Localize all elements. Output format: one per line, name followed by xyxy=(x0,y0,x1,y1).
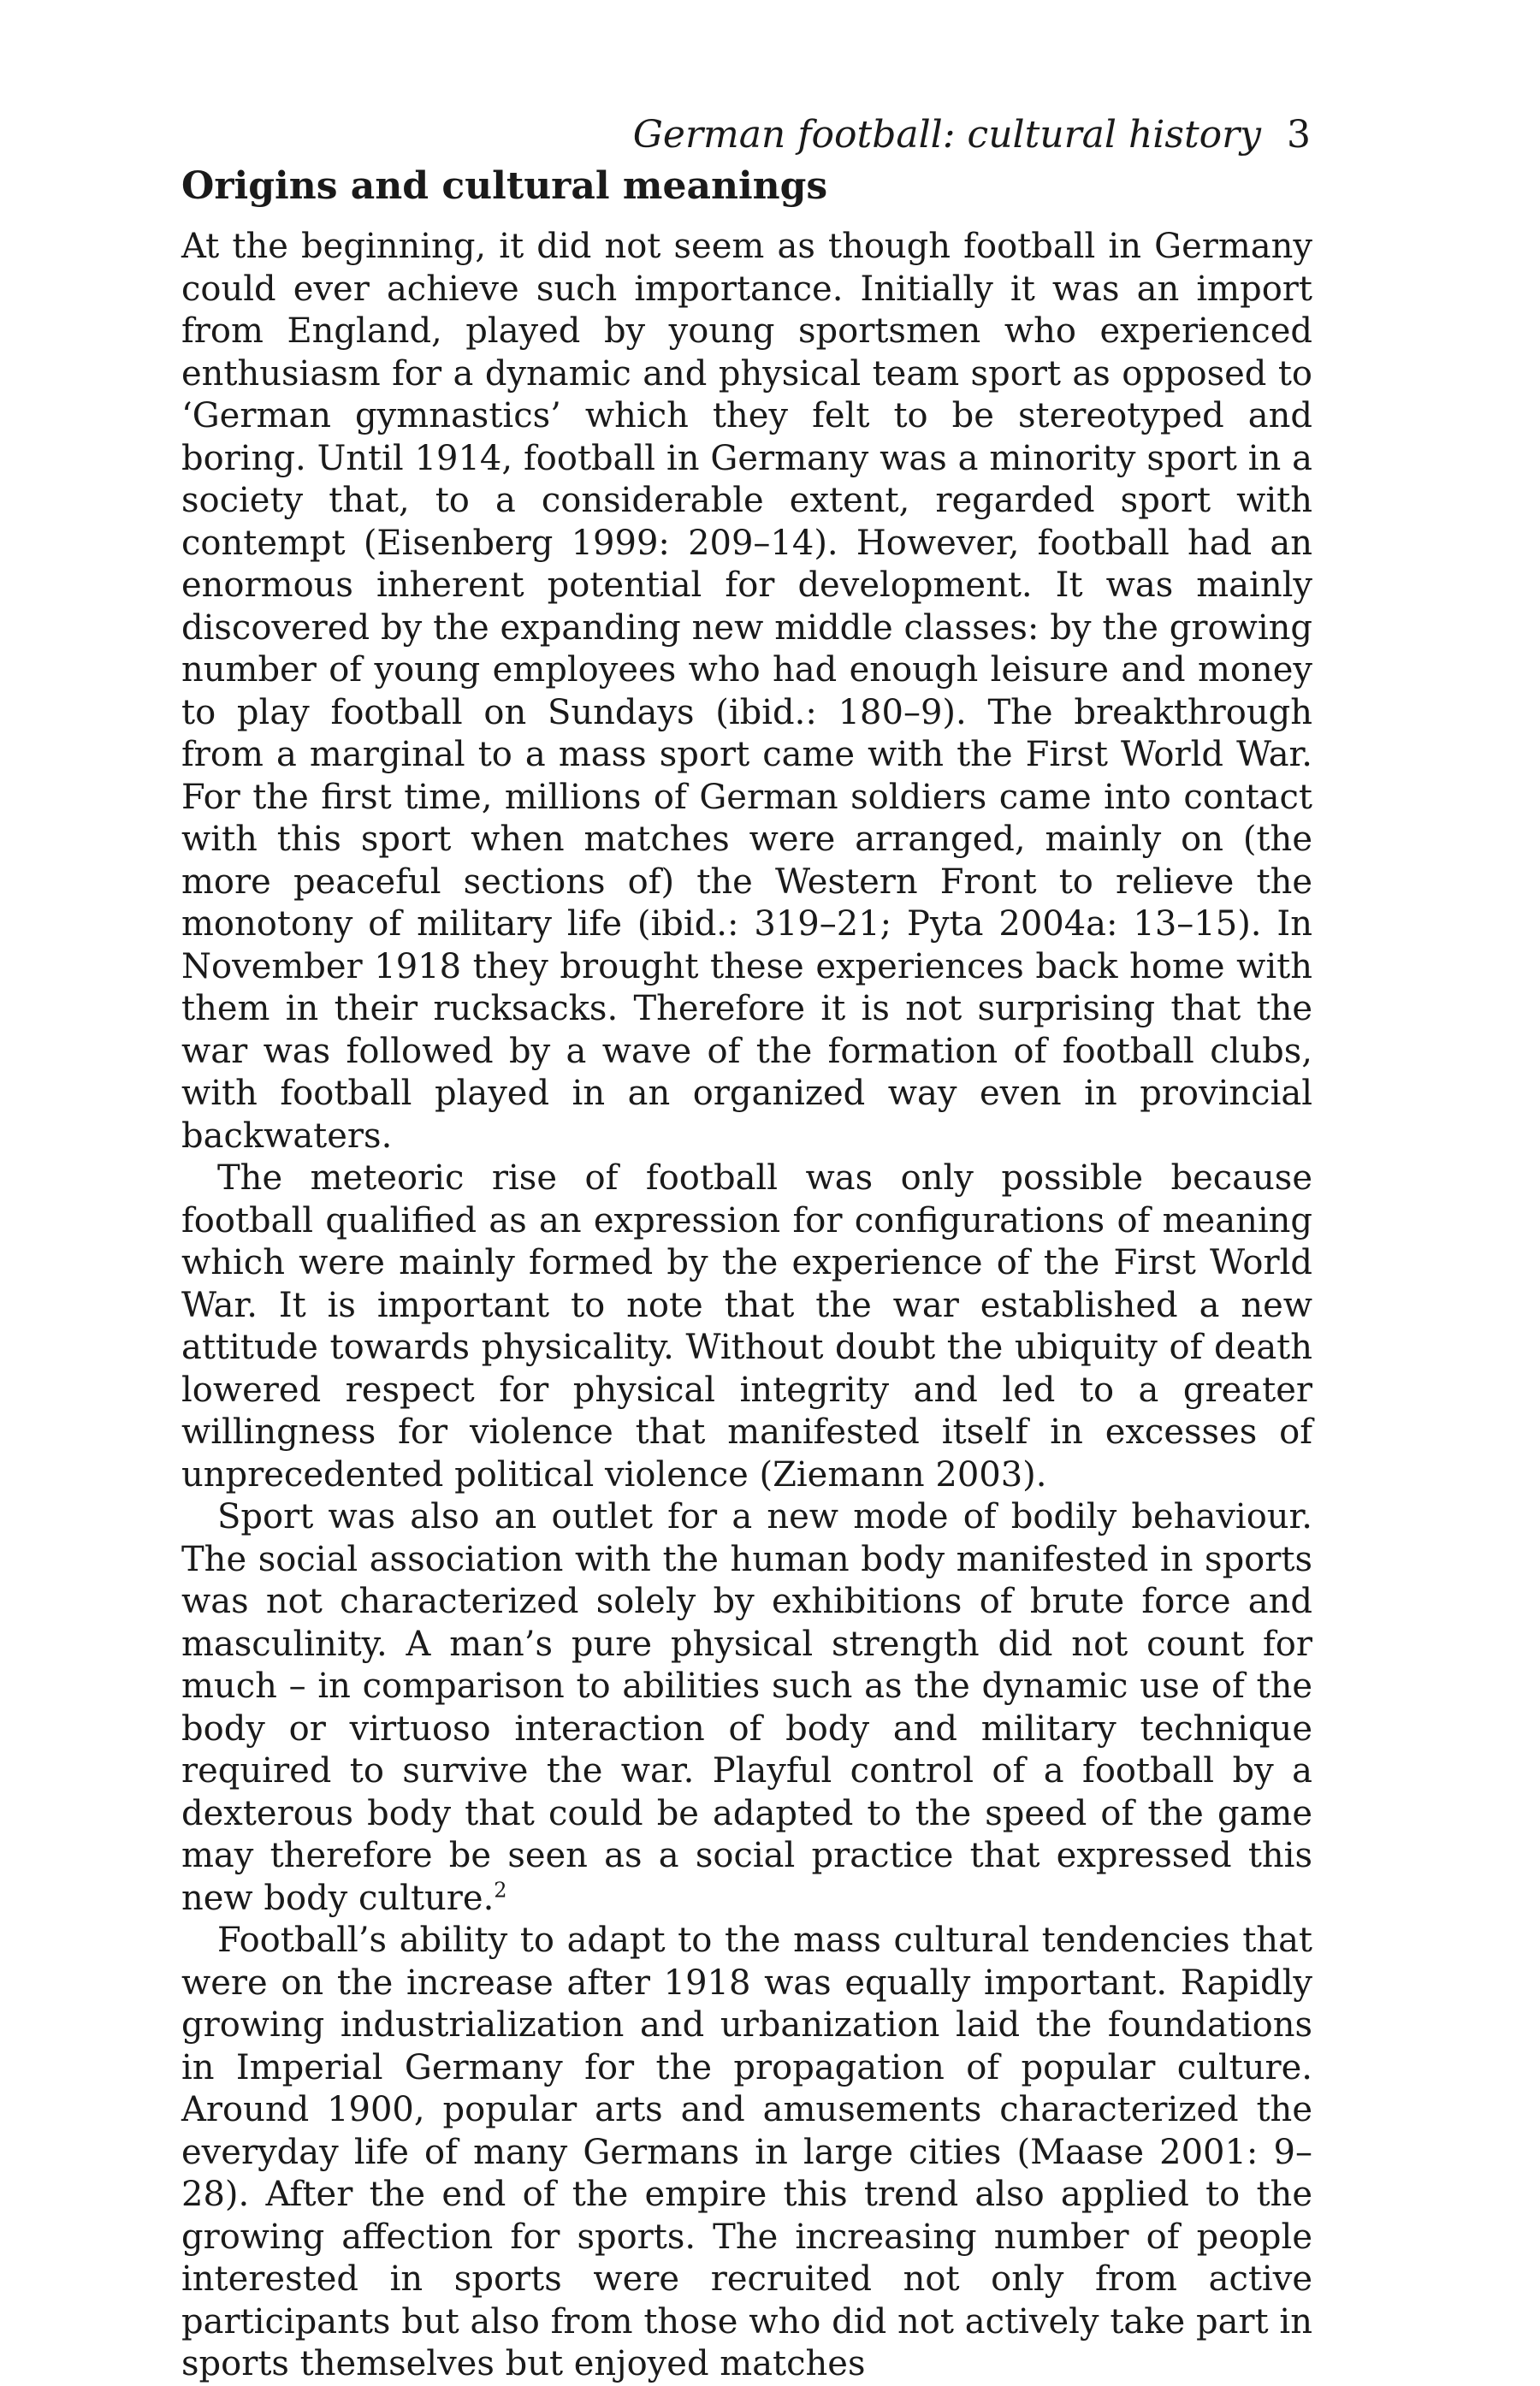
paragraph-1-text: At the beginning, it did not seem as though football in Germany could ever achieve such importance. Initially it was an import from England, played by young sportsmen who experienced enthusiasm for a dynamic and physical team sport as opposed to ‘German gymnastics’ which they felt to be stereotyped and boring. Until 1914, football in Germany was a minority sport in a society that, to a considerable extent, regarded sport with contempt (Eisenberg 1999: 209–14). However, football had an enormous inherent potential for development. It was mainly discovered by the expanding new middle classes: by the growing number of young employees who had enough leisure and money to play football on Sundays (ibid.: 180–9). The breakthrough from a marginal to a mass sport came with the First World War. For the first time, millions of German soldiers came into contact with this sport when matches were arranged, mainly on (the more peaceful sections of) the Western Front to relieve the monotony of military life (ibid.: 319–21; Pyta 2004a: 13–15). In November 1918 they brought these experiences back home with them in their rucksacks. Therefore it is not surprising that the war was followed by a wave of the formation of football clubs, with football played in an organized way even in provincial backwaters. xyxy=(181,227,1312,1156)
paragraph-3-text: Sport was also an outlet for a new mode of bodily behaviour. The social association with the human body manifested in sports was not characterized solely by exhibitions of brute force and masculinity. A man’s pure physical strength did not count for much – in comparison to abilities such as the dynamic use of the body or virtuoso interaction of body and military technique required to survive the war. Playful control of a football by a dexterous body that could be adapted to the speed of the game may therefore be seen as a social practice that expressed this new body culture. xyxy=(181,1497,1312,1918)
section-heading: Origins and cultural meanings xyxy=(181,164,828,208)
paragraph-2 xyxy=(181,1157,1312,1496)
body-text xyxy=(181,226,1312,2386)
paragraph-3 xyxy=(181,1496,1312,1920)
footnote-marker[interactable]: 2 xyxy=(494,1878,507,1903)
paragraph-1 xyxy=(181,226,1312,1157)
page-number: 3 xyxy=(1287,113,1311,157)
book-page xyxy=(181,110,1312,2386)
paragraph-4 xyxy=(181,1920,1312,2386)
paragraph-2-text: The meteoric rise of football was only possible because football qualified as an expression for configurations of meaning which were mainly formed by the experience of the First World War. It is important to note that the war established a new attitude towards physicality. Without doubt the ubiquity of death lowered respect for physical integrity and led to a greater willingness for violence that manifested itself in excesses of unprecedented political violence (Ziemann 2003). xyxy=(181,1158,1312,1495)
running-head-title: German football: cultural history xyxy=(632,113,1261,157)
paragraph-4-text: Football’s ability to adapt to the mass cultural tendencies that were on the increase after 1918 was equally important. Rapidly growing industrialization and urbanization laid the foundations in Imperial Germany for the propagation of popular culture. Around 1900, popular arts and amusements characterized the everyday life of many Germans in large cities (Maase 2001: 9–28). After the end of the empire this trend also applied to the growing affection for sports. The increasing number of people interested in sports were recruited not only from active participants but also from those who did not actively take part in sports themselves but enjoyed matches xyxy=(181,1921,1312,2383)
running-head xyxy=(181,110,1311,161)
